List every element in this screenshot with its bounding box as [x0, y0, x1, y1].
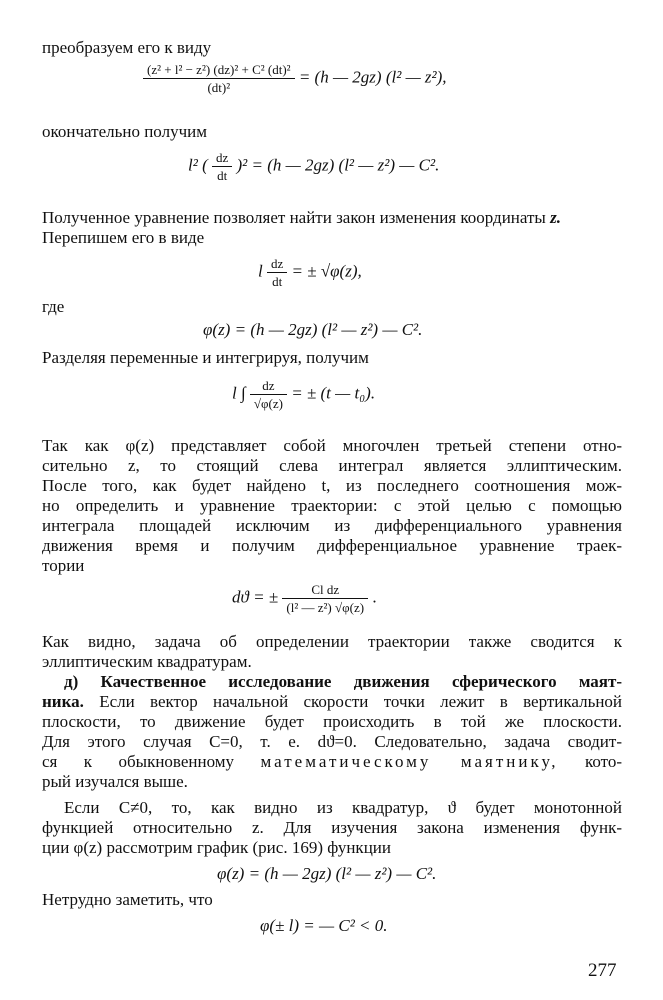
fraction — [267, 256, 287, 289]
equation-2 — [188, 150, 439, 183]
equation-body: φ(z) = (h — 2gz) (l² — z²) — C². — [217, 864, 437, 883]
equation-body: φ(± l) = — C² < 0. — [260, 916, 388, 935]
numerator: (z² + l² − z²) (dz)² + C² (dt)² — [147, 62, 291, 77]
text-line: функцией относительно z. Для изучения закона изменения функ- — [42, 818, 622, 837]
heading-text: ника. — [42, 692, 84, 711]
text-line — [42, 692, 622, 712]
text-line: Для этого случая C=0, т. е. dϑ=0. Следовательно, задача сводит- — [42, 732, 622, 751]
text-line — [42, 208, 561, 228]
fraction — [212, 150, 232, 183]
numerator: dz — [262, 378, 275, 393]
variable: z. — [550, 208, 561, 227]
spaced-emphasis: математическому маятнику, — [260, 752, 559, 771]
denominator: dt — [212, 166, 232, 183]
text-line: эллиптическим квадратурам. — [42, 652, 252, 671]
numerator: dz — [270, 256, 284, 271]
text-line — [42, 752, 622, 772]
text-line: ции φ(z) рассмотрим график (рис. 169) функции — [42, 838, 391, 857]
equation-rhs: = ± (t — t₀). — [291, 383, 376, 403]
heading-text: д) Качественное исследование движения сферического маят- — [64, 672, 622, 691]
denominator: (dt)² — [143, 78, 295, 95]
text-line: Как видно, задача об определении траектории также сводится к — [42, 632, 622, 651]
text-span: ся к обыкновенному — [42, 752, 235, 771]
denominator: √φ(z) — [250, 394, 287, 411]
text-line: рый изучался выше. — [42, 772, 188, 791]
text-line: Нетрудно заметить, что — [42, 890, 213, 909]
text-line: где — [42, 297, 65, 316]
equation-rhs: = ± √φ(z), — [291, 261, 362, 281]
equation-rhs: )² = (h — 2gz) (l² — z²) — C². — [236, 155, 440, 175]
text-line: Перепишем его в виде — [42, 228, 205, 247]
denominator: (l² — z²) √φ(z) — [282, 598, 368, 615]
equation-5 — [232, 378, 375, 411]
text-line: преобразуем его к виду — [42, 38, 212, 57]
text-span: Если вектор начальной скорости точки лежит в вертикальной — [99, 692, 623, 711]
equation-lhs: l ∫ — [232, 383, 246, 403]
text-line: Разделяя переменные и интегрируя, получим — [42, 348, 369, 367]
text-line: интеграла площадей исключим из дифференциального уравнения — [42, 516, 622, 535]
fraction — [250, 378, 287, 411]
equation-6 — [232, 582, 377, 615]
text-span: Полученное уравнение позволяет найти закон изменения координаты — [42, 208, 546, 227]
text-line: но определить и уравнение траектории: с этой целью с помощью — [42, 496, 622, 515]
numerator: dz — [215, 150, 229, 165]
equation-7 — [217, 864, 436, 884]
text-line: плоскости, то движение будет происходить в той же плоскости. — [42, 712, 622, 731]
equation-lhs: l² ( — [188, 155, 208, 175]
equation-1 — [143, 62, 447, 95]
fraction — [143, 62, 295, 95]
text-line: движения время и получим дифференциальное уравнение траек- — [42, 536, 622, 555]
punctuation: . — [372, 587, 377, 607]
denominator: dt — [267, 272, 287, 289]
text-line: Так как φ(z) представляет собой многочлен третьей степени отно- — [42, 436, 622, 455]
text-line: тории — [42, 556, 85, 575]
equation-8 — [260, 916, 388, 936]
numerator: Cl dz — [311, 582, 340, 597]
equation-lhs: dϑ = ± — [232, 587, 279, 607]
text-line: После того, как будет найдено t, из последнего соотношения мож- — [42, 476, 622, 495]
fraction — [282, 582, 368, 615]
equation-body: φ(z) = (h — 2gz) (l² — z²) — C². — [203, 320, 423, 339]
equation-rhs: = (h — 2gz) (l² — z²), — [298, 67, 447, 87]
text-line: окончательно получим — [42, 122, 207, 141]
equation-3 — [258, 256, 362, 289]
equation-4 — [203, 320, 422, 340]
section-heading — [64, 672, 622, 692]
equation-lhs: l — [258, 261, 263, 281]
text-span: кото- — [584, 752, 623, 771]
text-line: Если C≠0, то, как видно из квадратур, ϑ будет монотонной — [64, 798, 622, 817]
text-line: сительно z, то стоящий слева интеграл является эллиптическим. — [42, 456, 622, 475]
page-number: 277 — [588, 960, 617, 981]
